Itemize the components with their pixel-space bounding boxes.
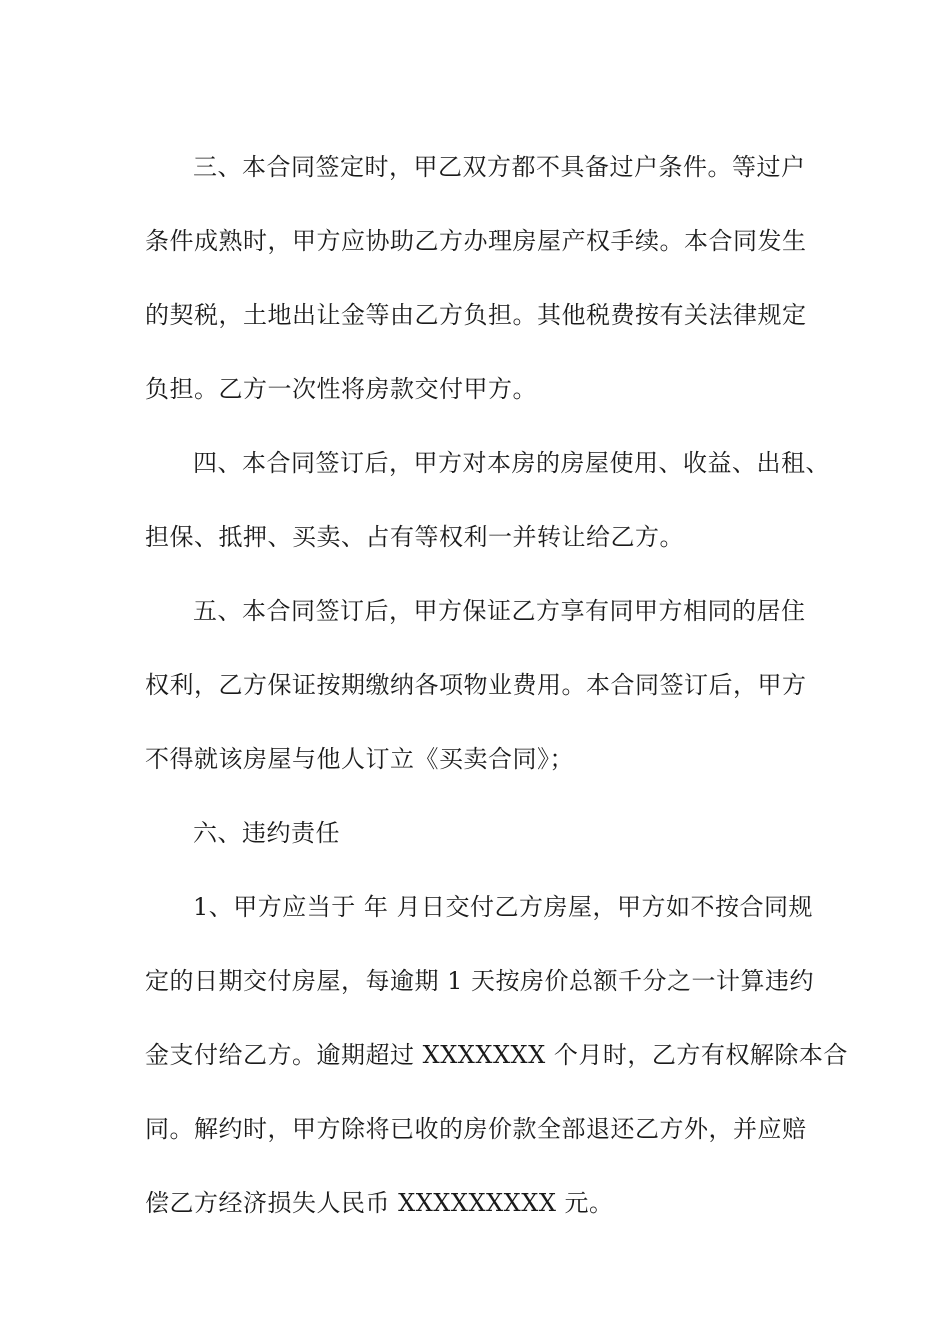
clause-3-line-4: 负担。乙方一次性将房款交付甲方。 [145, 375, 537, 403]
clause-5-line-1: 五、本合同签订后，甲方保证乙方享有同甲方相同的居住 [193, 597, 806, 625]
clause-3-line-3: 的契税，土地出让金等由乙方负担。其他税费按有关法律规定 [145, 301, 807, 329]
clause-6-1-line-2: 定的日期交付房屋，每逾期 1 天按房价总额千分之一计算违约 [145, 967, 815, 995]
clause-4-line-2: 担保、抵押、买卖、占有等权利一并转让给乙方。 [145, 523, 684, 551]
clause-6-1-line-3: 金支付给乙方。逾期超过 XXXXXXX 个月时，乙方有权解除本合 [145, 1041, 848, 1069]
clause-6-1-line-4: 同。解约时，甲方除将已收的房价款全部退还乙方外，并应赔 [145, 1115, 807, 1143]
clause-3-line-1: 三、本合同签定时，甲乙双方都不具备过户条件。等过户 [193, 153, 806, 181]
clause-3-line-2: 条件成熟时，甲方应协助乙方办理房屋产权手续。本合同发生 [145, 227, 807, 255]
clause-6-1-line-5: 偿乙方经济损失人民币 XXXXXXXXX 元。 [145, 1189, 614, 1217]
clause-6-heading: 六、违约责任 [193, 819, 340, 847]
clause-4-line-1: 四、本合同签订后，甲方对本房的房屋使用、收益、出租、 [193, 449, 830, 477]
clause-5-line-3: 不得就该房屋与他人订立《买卖合同》； [145, 745, 574, 773]
clause-5-line-2: 权利，乙方保证按期缴纳各项物业费用。本合同签订后，甲方 [145, 671, 807, 699]
contract-body-text [145, 130, 848, 1240]
clause-6-1-line-1: 1、甲方应当于 年 月日交付乙方房屋，甲方如不按合同规 [193, 893, 814, 921]
